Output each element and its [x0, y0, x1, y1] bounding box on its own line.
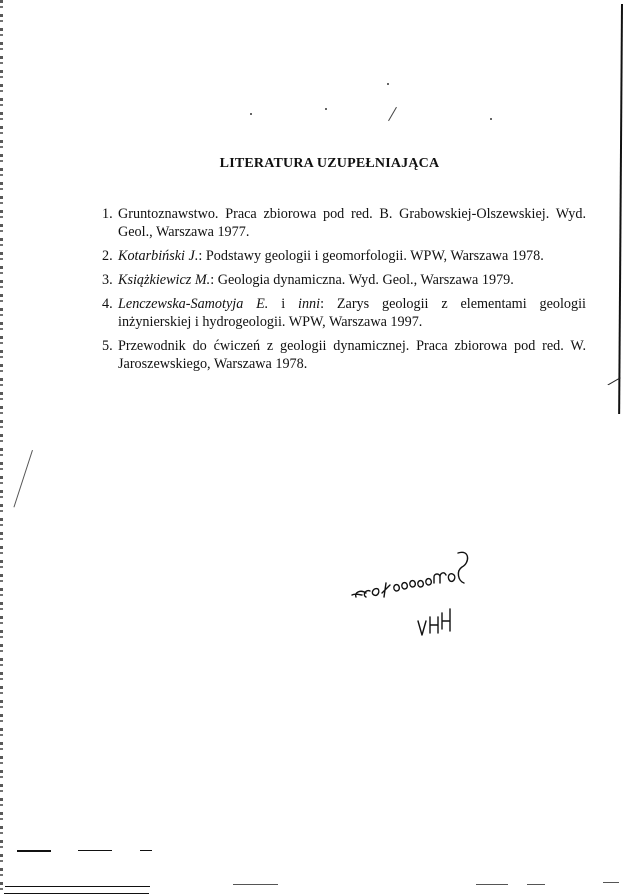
scan-rule [603, 882, 619, 883]
scan-speck [490, 118, 492, 120]
reference-text: Gruntoznawstwo. Praca zbiorowa pod red. B. Grabowskiej-Olszewskiej. Wyd. Geol., Warszawa 1977. [118, 206, 586, 240]
pencil-mark-right [607, 377, 627, 397]
handwritten-signature [330, 545, 480, 645]
scan-rule [5, 886, 150, 887]
reference-number: 5. [102, 338, 113, 354]
page-heading: LITERATURA UZUPEŁNIAJĄCA [219, 156, 440, 171]
reference-item [96, 295, 586, 331]
reference-author: Książkiewicz M. [118, 272, 211, 288]
reference-others: inni [298, 296, 321, 312]
reference-author: Kotarbiński J. [118, 248, 199, 264]
scan-edge-left [0, 0, 3, 893]
scan-rule [476, 884, 508, 885]
reference-text: : Podstawy geologii i geomorfologii. WPW, Warszawa 1978. [198, 248, 544, 264]
reference-author: Lenczewska-Samotyja E. [118, 296, 269, 312]
scan-speck [325, 108, 327, 110]
scan-rule [17, 850, 51, 852]
reference-number: 4. [102, 296, 113, 312]
reference-text: : Geologia dynamiczna. Wyd. Geol., Warszawa 1979. [210, 272, 514, 288]
pencil-mark-top [388, 107, 397, 121]
reference-item [96, 205, 586, 241]
scan-rule [233, 884, 278, 885]
reference-text: Przewodnik do ćwiczeń z geologii dynamicznej. Praca zbiorowa pod red. W. Jaroszewskiego, Warszawa 1978. [118, 338, 586, 372]
reference-item [96, 247, 586, 265]
scan-speck [250, 113, 252, 115]
reference-connector: i [268, 296, 298, 312]
scan-rule [527, 884, 545, 885]
scan-speck [387, 83, 389, 85]
reference-list [96, 205, 586, 379]
reference-item [96, 271, 586, 289]
reference-number: 2. [102, 248, 113, 264]
reference-text: : Zarys geologii z elementami geologii inżynierskiej i hydrogeologii. WPW, Warszawa 1997. [118, 296, 587, 330]
scan-rule [78, 850, 112, 851]
reference-number: 3. [102, 272, 113, 288]
reference-number: 1. [102, 206, 113, 222]
pencil-mark-left [13, 450, 32, 507]
reference-item [96, 337, 586, 373]
scan-edge-right [618, 4, 623, 414]
scan-rule [140, 850, 152, 851]
